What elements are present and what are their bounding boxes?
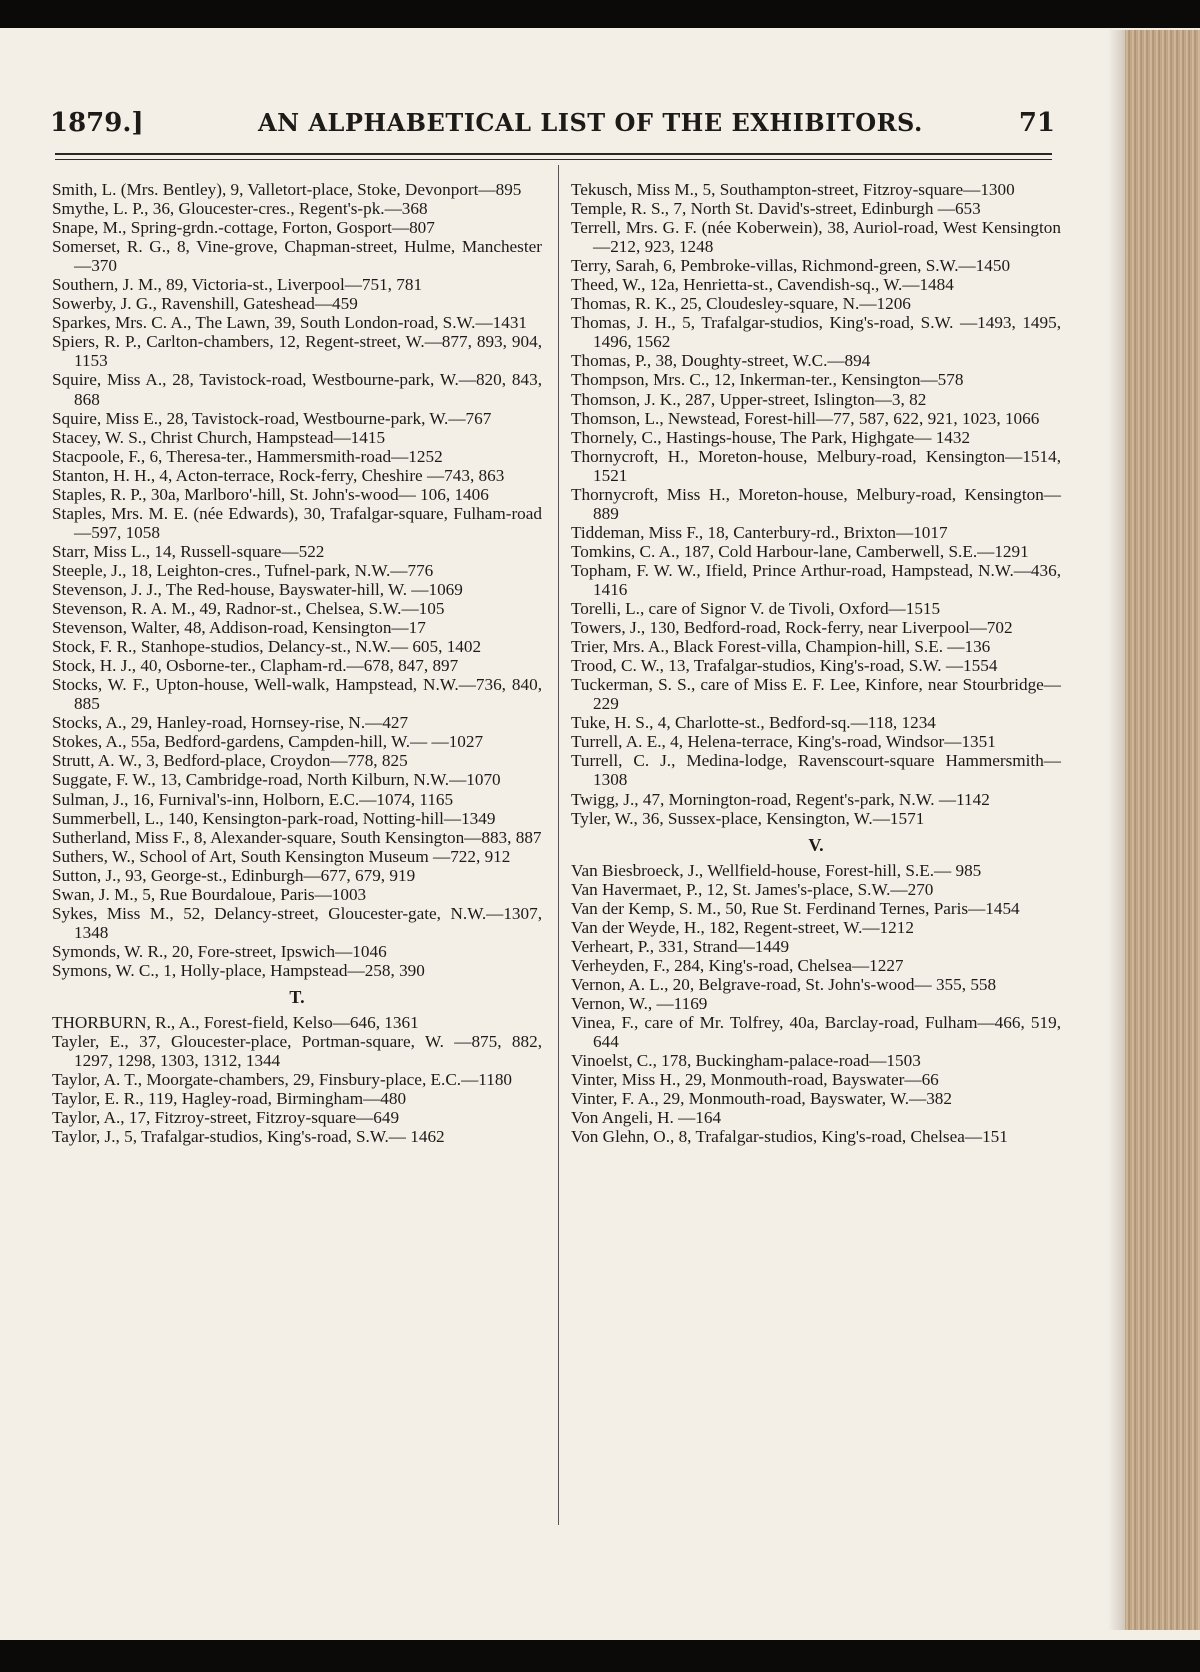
exhibitor-entry: Steeple, J., 18, Leighton-cres., Tufnel-park, N.W.—776 (52, 560, 434, 580)
exhibitor-entry: Sykes, Miss M., 52, Delancy-street, Gloucester-gate, N.W.—1307, 1348 (52, 903, 542, 942)
exhibitor-entry: Tyler, W., 36, Sussex-place, Kensington, W.—1571 (571, 808, 925, 828)
exhibitor-entry: Topham, F. W. W., Ifield, Prince Arthur-road, Hampstead, N.W.—436, 1416 (571, 560, 1061, 599)
exhibitor-entry: Squire, Miss E., 28, Tavistock-road, Westbourne-park, W.—767 (52, 408, 492, 428)
right-v-entries (571, 861, 1061, 1147)
exhibitor-entry: Swan, J. M., 5, Rue Bourdaloue, Paris—1003 (52, 884, 367, 904)
exhibitor-entry: Trier, Mrs. A., Black Forest-villa, Champion-hill, S.E. —136 (571, 637, 991, 657)
exhibitor-entry: Torelli, L., care of Signor V. de Tivoli, Oxford—1515 (571, 599, 941, 619)
header-rule-thick (55, 153, 1052, 155)
left-t-entries (52, 1013, 542, 1146)
exhibitor-entry: Tuke, H. S., 4, Charlotte-st., Bedford-sq.—118, 1234 (571, 713, 936, 733)
exhibitor-entry: Vernon, A. L., 20, Belgrave-road, St. John's-wood— 355, 558 (571, 974, 997, 994)
exhibitor-entry: Verheart, P., 331, Strand—1449 (571, 936, 790, 956)
exhibitor-entry: Tekusch, Miss M., 5, Southampton-street, Fitzroy-square—1300 (571, 180, 1015, 199)
exhibitor-entry: Taylor, A. T., Moorgate-chambers, 29, Finsbury-place, E.C.—1180 (52, 1070, 513, 1090)
exhibitor-entry: Tuckerman, S. S., care of Miss E. F. Lee, Kinfore, near Stourbridge—229 (571, 675, 1061, 714)
exhibitor-entry: Von Glehn, O., 8, Trafalgar-studios, King's-road, Chelsea—151 (571, 1127, 1008, 1147)
exhibitor-entry: Vinter, F. A., 29, Monmouth-road, Bayswater, W.—382 (571, 1089, 952, 1109)
exhibitor-entry: Towers, J., 130, Bedford-road, Rock-ferry, near Liverpool—702 (571, 618, 1013, 638)
header-rule-thin (55, 159, 1052, 160)
section-heading-v: V. (808, 834, 824, 855)
page-edges (1125, 30, 1200, 1630)
exhibitor-entry: Taylor, E. R., 119, Hagley-road, Birmingham—480 (52, 1089, 407, 1109)
exhibitor-entry: Somerset, R. G., 8, Vine-grove, Chapman-street, Hulme, Manchester—370 (52, 237, 542, 276)
exhibitor-entry: Van Biesbroeck, J., Wellfield-house, Forest-hill, S.E.— 985 (571, 860, 982, 880)
exhibitor-entry: Von Angeli, H. —164 (571, 1108, 722, 1128)
exhibitor-entry: Stocks, A., 29, Hanley-road, Hornsey-rise, N.—427 (52, 713, 409, 733)
exhibitor-entry: Turrell, C. J., Medina-lodge, Ravenscourt-square Hammersmith—1308 (571, 751, 1061, 790)
exhibitor-entry: Theed, W., 12a, Henrietta-st., Cavendish-sq., W.—1484 (571, 275, 954, 295)
exhibitor-entry: Starr, Miss L., 14, Russell-square—522 (52, 541, 325, 561)
page-number: 71 (1018, 108, 1055, 138)
exhibitor-entry: THORBURN, R., A., Forest-field, Kelso—646, 1361 (52, 1013, 419, 1033)
exhibitor-entry: Van der Kemp, S. M., 50, Rue St. Ferdinand Ternes, Paris—1454 (571, 898, 1020, 918)
exhibitor-entry: Squire, Miss A., 28, Tavistock-road, Westbourne-park, W.—820, 843, 868 (52, 370, 542, 409)
exhibitor-entry: Stokes, A., 55a, Bedford-gardens, Campden-hill, W.— —1027 (52, 732, 484, 752)
exhibitor-entry: Snape, M., Spring-grdn.-cottage, Forton, Gosport—807 (52, 218, 435, 238)
exhibitor-entry: Stacpoole, F., 6, Theresa-ter., Hammersmith-road—1252 (52, 446, 443, 466)
exhibitor-entry: Staples, R. P., 30a, Marlboro'-hill, St. John's-wood— 106, 1406 (52, 484, 489, 504)
right-column (571, 180, 1061, 1146)
exhibitor-entry: Van der Weyde, H., 182, Regent-street, W.—1212 (571, 917, 914, 937)
header-title: AN ALPHABETICAL LIST OF THE EXHIBITORS. (258, 108, 923, 137)
exhibitor-entry: Suthers, W., School of Art, South Kensington Museum —722, 912 (52, 846, 511, 866)
exhibitor-entry: Smythe, L. P., 36, Gloucester-cres., Regent's-pk.—368 (52, 199, 428, 219)
exhibitor-entry: Thornycroft, Miss H., Moreton-house, Melbury-road, Kensington—889 (571, 484, 1061, 523)
scan-border-top (0, 0, 1200, 28)
exhibitor-entry: Turrell, A. E., 4, Helena-terrace, King's-road, Windsor—1351 (571, 732, 996, 752)
exhibitor-entry: Thomson, J. K., 287, Upper-street, Islington—3, 82 (571, 389, 927, 409)
exhibitor-entry: Summerbell, L., 140, Kensington-park-road, Notting-hill—1349 (52, 808, 496, 828)
exhibitor-entry: Stacey, W. S., Christ Church, Hampstead—1415 (52, 427, 386, 447)
exhibitor-entry: Terry, Sarah, 6, Pembroke-villas, Richmond-green, S.W.—1450 (571, 256, 1011, 276)
exhibitor-entry: Taylor, A., 17, Fitzroy-street, Fitzroy-square—649 (52, 1108, 400, 1128)
left-column (52, 180, 542, 1146)
exhibitor-entry: Thornycroft, H., Moreton-house, Melbury-road, Kensington—1514, 1521 (571, 446, 1061, 485)
exhibitor-entry: Stock, H. J., 40, Osborne-ter., Clapham-rd.—678, 847, 897 (52, 656, 459, 676)
exhibitor-entry: Symonds, W. R., 20, Fore-street, Ipswich—1046 (52, 941, 387, 961)
exhibitor-entry: Southern, J. M., 89, Victoria-st., Liverpool—751, 781 (52, 275, 423, 295)
exhibitor-entry: Tomkins, C. A., 187, Cold Harbour-lane, Camberwell, S.E.—1291 (571, 541, 1029, 561)
header-year: 1879.] (50, 108, 144, 138)
exhibitor-entry: Vinea, F., care of Mr. Tolfrey, 40a, Barclay-road, Fulham—466, 519, 644 (571, 1013, 1061, 1052)
exhibitor-entry: Symons, W. C., 1, Holly-place, Hampstead—258, 390 (52, 960, 425, 980)
exhibitor-entry: Tiddeman, Miss F., 18, Canterbury-rd., Brixton—1017 (571, 522, 948, 542)
right-t-entries (571, 180, 1061, 828)
exhibitor-entry: Strutt, A. W., 3, Bedford-place, Croydon—778, 825 (52, 751, 408, 771)
exhibitor-entry: Twigg, J., 47, Mornington-road, Regent's-park, N.W. —1142 (571, 789, 990, 809)
exhibitor-entry: Vinter, Miss H., 29, Monmouth-road, Bayswater—66 (571, 1070, 939, 1090)
exhibitor-entry: Vernon, W., —1169 (571, 993, 708, 1013)
exhibitor-entry: Verheyden, F., 284, King's-road, Chelsea—1227 (571, 955, 904, 975)
exhibitor-entry: Vinoelst, C., 178, Buckingham-palace-road—1503 (571, 1051, 921, 1071)
exhibitor-entry: Terrell, Mrs. G. F. (née Koberwein), 38, Auriol-road, West Kensington—212, 923, 1248 (571, 218, 1061, 257)
section-heading-t: T. (289, 986, 305, 1007)
exhibitor-entry: Sutton, J., 93, George-st., Edinburgh—677, 679, 919 (52, 865, 416, 885)
exhibitor-entry: Sulman, J., 16, Furnival's-inn, Holborn, E.C.—1074, 1165 (52, 789, 454, 809)
exhibitor-entry: Stanton, H. H., 4, Acton-terrace, Rock-ferry, Cheshire —743, 863 (52, 465, 505, 485)
page-header (50, 108, 1055, 148)
exhibitor-entry: Van Havermaet, P., 12, St. James's-place, S.W.—270 (571, 879, 934, 899)
exhibitor-entry: Stevenson, Walter, 48, Addison-road, Kensington—17 (52, 618, 426, 638)
exhibitor-entry: Thornely, C., Hastings-house, The Park, Highgate— 1432 (571, 427, 971, 447)
exhibitor-entry: Sowerby, J. G., Ravenshill, Gateshead—459 (52, 294, 358, 314)
exhibitor-entry: Stocks, W. F., Upton-house, Well-walk, Hampstead, N.W.—736, 840, 885 (52, 675, 542, 714)
exhibitor-entry: Smith, L. (Mrs. Bentley), 9, Valletort-place, Stoke, Devonport—895 (52, 180, 522, 199)
exhibitor-entry: Sparkes, Mrs. C. A., The Lawn, 39, South London-road, S.W.—1431 (52, 313, 528, 333)
exhibitor-entry: Thomas, J. H., 5, Trafalgar-studios, King's-road, S.W. —1493, 1495, 1496, 1562 (571, 313, 1061, 352)
column-divider (558, 165, 559, 1525)
exhibitor-entry: Stevenson, R. A. M., 49, Radnor-st., Chelsea, S.W.—105 (52, 599, 445, 619)
exhibitor-entry: Thomson, L., Newstead, Forest-hill—77, 587, 622, 921, 1023, 1066 (571, 408, 1040, 428)
exhibitor-entry: Thompson, Mrs. C., 12, Inkerman-ter., Kensington—578 (571, 370, 964, 390)
exhibitor-entry: Spiers, R. P., Carlton-chambers, 12, Regent-street, W.—877, 893, 904, 1153 (52, 332, 542, 371)
exhibitor-entry: Temple, R. S., 7, North St. David's-street, Edinburgh —653 (571, 199, 981, 219)
exhibitor-entry: Tayler, E., 37, Gloucester-place, Portman-square, W. —875, 882, 1297, 1298, 1303, 1312, 1344 (52, 1032, 542, 1071)
exhibitor-entry: Stock, F. R., Stanhope-studios, Delancy-st., N.W.— 605, 1402 (52, 637, 482, 657)
exhibitor-entry: Staples, Mrs. M. E. (née Edwards), 30, Trafalgar-square, Fulham-road—597, 1058 (52, 503, 542, 542)
exhibitor-entry: Trood, C. W., 13, Trafalgar-studios, King's-road, S.W. —1554 (571, 656, 998, 676)
exhibitor-entry: Thomas, P., 38, Doughty-street, W.C.—894 (571, 351, 871, 371)
left-s-entries (52, 180, 542, 980)
scan-border-bottom (0, 1640, 1200, 1672)
exhibitor-entry: Stevenson, J. J., The Red-house, Bayswater-hill, W. —1069 (52, 579, 463, 599)
exhibitor-entry: Sutherland, Miss F., 8, Alexander-square, South Kensington—883, 887 (52, 827, 542, 847)
exhibitor-entry: Suggate, F. W., 13, Cambridge-road, North Kilburn, N.W.—1070 (52, 770, 501, 790)
exhibitor-entry: Thomas, R. K., 25, Cloudesley-square, N.—1206 (571, 294, 911, 314)
exhibitor-entry: Taylor, J., 5, Trafalgar-studios, King's-road, S.W.— 1462 (52, 1127, 445, 1147)
